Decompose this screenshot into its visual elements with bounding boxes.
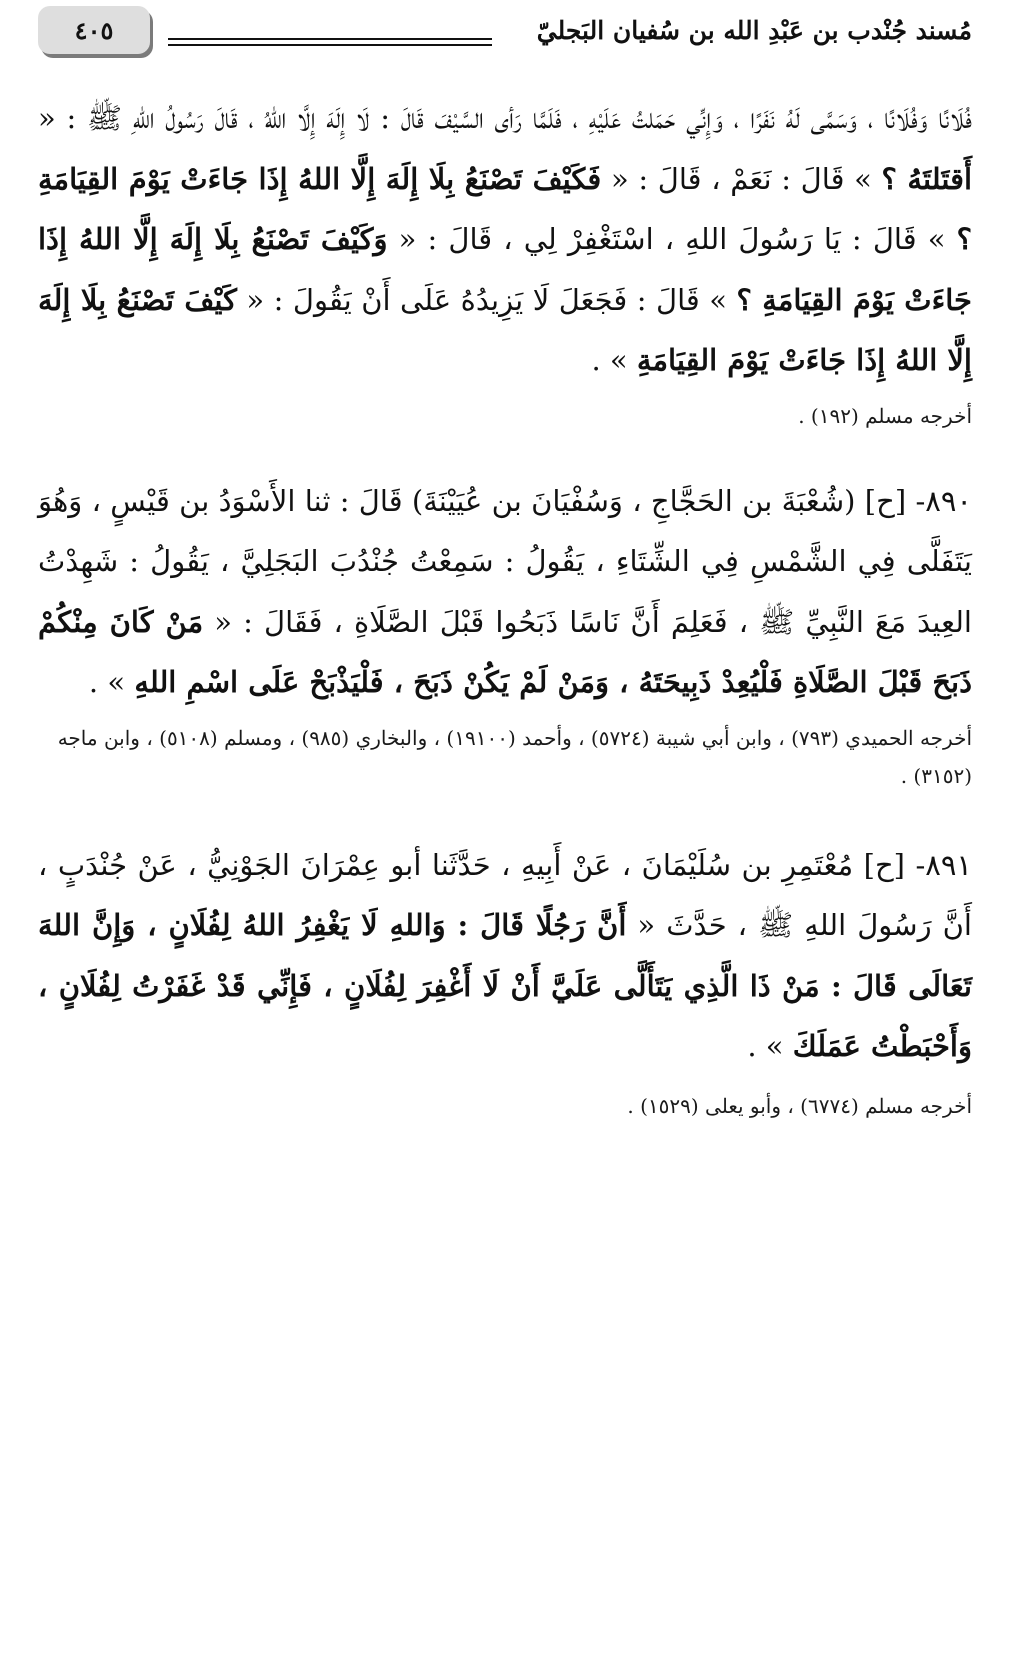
- header-rule: [168, 44, 492, 46]
- prophet-saying: مَنْ كَانَ مِنْكُمْ ذَبَحَ قَبْلَ الصَّلَاةِ فَلْيُعِدْ ذَبِيحَتَهُ ، وَمَنْ لَمْ يَكُنْ ذَبَحَ ، فَلْيَذْبَحْ عَلَى اسْمِ اللهِ: [38, 604, 972, 699]
- prophet-saying: فَكَيْفَ تَصْنَعُ بِلَا إِلَهَ إِلَّا اللهُ إِذَا جَاءَتْ يَوْمَ القِيَامَةِ ؟: [38, 161, 972, 256]
- text-run: ٨٩٠- [ح] (شُعْبَةَ بن الحَجَّاجِ ، وَسُفْيَانَ بن عُيَيْنَةَ) قَالَ : ثنا الأَسْوَدُ بن قَيْسٍ ، وَهُوَ يَتَفَلَّى فِي الشَّمْسِ فِي الشِّتَاءِ ، يَقُولُ : سَمِعْتُ جُنْدُبَ البَجَلِيَّ ، يَقُولُ : شَهِدْتُ العِيدَ مَعَ النَّبِيِّ ﷺ ، فَعَلِمَ أَنَّ نَاسًا ذَبَحُوا قَبْلَ الصَّلَاةِ ، فَقَالَ : «: [38, 483, 972, 639]
- text-run: » قَالَ : فَجَعَلَ لَا يَزِيدُهُ عَلَى أَنْ يَقُولَ : «: [236, 282, 737, 317]
- source-note: أخرجه مسلم (١٩٢) .: [798, 403, 972, 428]
- text-run: ٨٩١- [ح] مُعْتَمِرِ بن سُلَيْمَانَ ، عَنْ أَبِيهِ ، حَدَّثَنا أبو عِمْرَانَ الجَوْنِيُّ ، عَنْ جُنْدَبٍ ، أَنَّ رَسُولَ اللهِ ﷺ ، حَدَّثَ «: [38, 847, 972, 942]
- text-run: » .: [747, 1029, 793, 1063]
- text-run: » .: [88, 665, 135, 699]
- text-run: فُلَانًا وَفُلَانًا ، وَسَمَّى لَهُ نَفَرًا ، وَإِنِّي حَمَلتُ عَلَيْهِ ، فَلَمَّا رَأى السَّيْفَ قَالَ : لَا إِلَهَ إِلَّا اللهُ ، قَالَ رَسُولُ اللهِ ﷺ : «: [38, 101, 972, 135]
- hadith-891: [38, 835, 972, 1077]
- text-run: » قَالَ : يَا رَسُولَ اللهِ ، اسْتَغْفِرْ لِي ، قَالَ : «: [387, 222, 957, 256]
- hadith-continuation: [38, 88, 972, 391]
- page-number: ٤٠٥: [74, 15, 114, 45]
- text-run: » قَالَ : نَعَمْ ، قَالَ : «: [601, 161, 882, 196]
- header-rule: [168, 38, 492, 40]
- prophet-saying: كَيْفَ تَصْنَعُ بِلَا إِلَهَ إِلَّا اللهُ إِذَا جَاءَتْ يَوْمَ القِيَامَةِ: [38, 282, 972, 377]
- page-content: [38, 88, 972, 1125]
- prophet-saying: وَكَيْفَ تَصْنَعُ بِلَا إِلَهَ إِلَّا اللهُ إِذَا جَاءَتْ يَوْمَ القِيَامَةِ ؟: [38, 222, 972, 317]
- running-title: مُسند جُنْدب بن عَبْدِ الله بن سُفيان البَجليّ: [536, 16, 972, 45]
- source-note: أخرجه الحميدي (٧٩٣) ، وابن أبي شيبة (٥٧٢٤) ، وأحمد (١٩١٠٠) ، والبخاري (٩٨٥) ، ومسلم (٥١٠٨) ، وابن ماجه (٣١٥٢) .: [57, 725, 972, 788]
- source-note: أخرجه مسلم (٦٧٧٤) ، وأبو يعلى (١٥٢٩) .: [627, 1093, 972, 1118]
- page-number-tab: [38, 6, 150, 54]
- hadith-890: [38, 471, 972, 713]
- prophet-saying: أَقتَلتَهُ ؟: [881, 161, 972, 196]
- prophet-saying: أَنَّ رَجُلًا قَالَ : وَاللهِ لَا يَغْفِرُ اللهُ لِفُلَانٍ ، وَإِنَّ اللهَ تَعَالَى قَالَ : مَنْ ذَا الَّذِي يَتَأَلَّى عَلَيَّ أَنْ لَا أَغْفِرَ لِفُلَانٍ ، فَإِنِّي قَدْ غَفَرْتُ لِفُلَانٍ ، وَأَحْبَطْتُ عَمَلَكَ: [38, 908, 972, 1063]
- text-run: » .: [591, 343, 637, 377]
- running-head: [38, 6, 972, 58]
